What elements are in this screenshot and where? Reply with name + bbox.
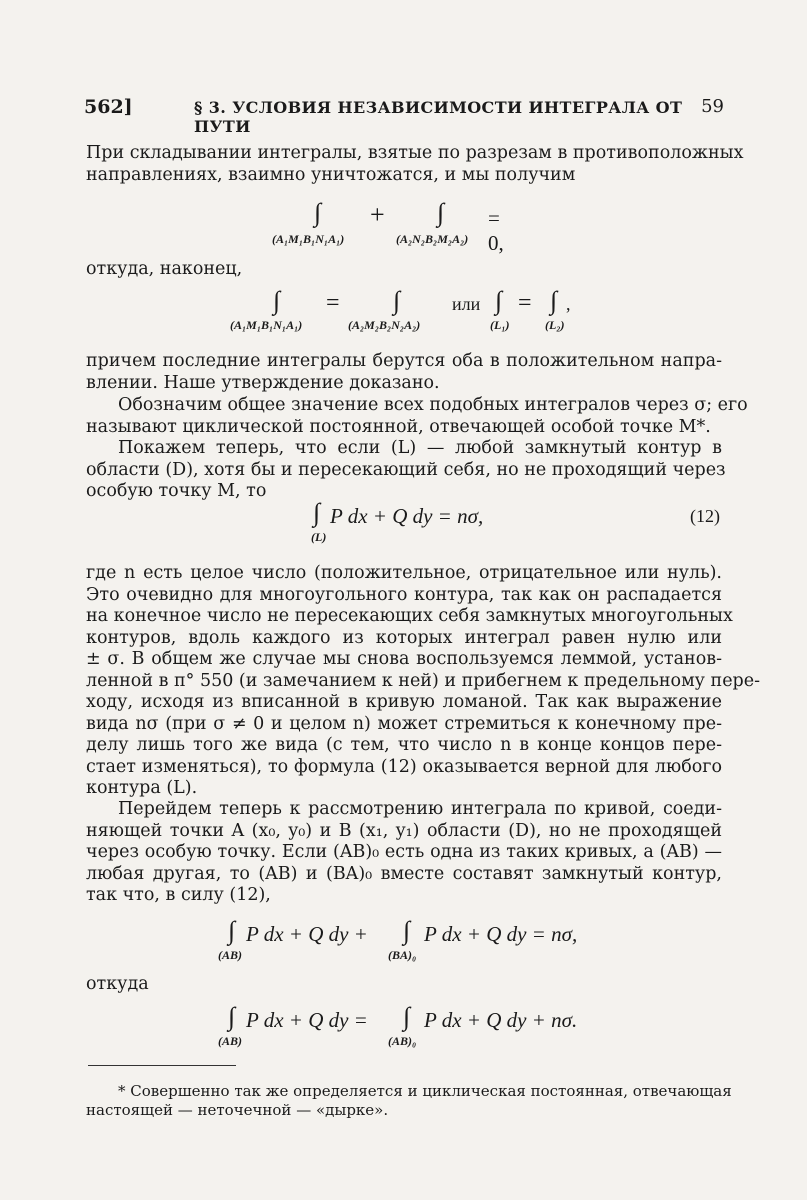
footnote-rule xyxy=(88,1065,236,1066)
integral-subscript: (AB) xyxy=(218,948,242,962)
text-line: причем последние интегралы берутся оба в положительном напра- xyxy=(86,351,722,371)
integral-symbol: ∫ xyxy=(273,286,281,315)
text-line: ± σ. В общем же случае мы снова воспользуемся леммой, установ- xyxy=(86,649,722,669)
or-word: или xyxy=(452,294,481,314)
text-line: делу лишь того же вида (с тем, что число n в конце концов пере- xyxy=(86,735,722,755)
footnote xyxy=(86,1082,732,1120)
paragraph-7 xyxy=(86,799,722,907)
equals-sign: = xyxy=(326,290,340,316)
integral-symbol: ∫ xyxy=(550,286,558,315)
text-line: ходу, исходя из вписанной в кривую ломаной. Так как выражение xyxy=(86,692,722,712)
integral-subscript: (BA)₀ xyxy=(388,948,417,962)
text-line: откуда xyxy=(86,974,149,994)
text-line: влении. Наше утверждение доказано. xyxy=(86,372,440,393)
integral-subscript: (A₂N₂B₂M₂A₂) xyxy=(396,232,469,246)
text-line: где n есть целое число (положительное, отрицательное или нуль). xyxy=(86,563,722,583)
equals-sign: = xyxy=(518,290,532,316)
section-number: 562] xyxy=(84,96,133,118)
paragraph-5 xyxy=(86,438,726,503)
paragraph-4 xyxy=(86,395,748,438)
page-header xyxy=(84,96,724,136)
text-line: контуров, вдоль каждого из которых интеграл равен нулю или xyxy=(86,627,722,648)
formula-expression: P dx + Q dy = nσ, xyxy=(330,504,484,528)
integral-subscript: (A₁M₁B₁N₁A₁) xyxy=(272,232,345,246)
text-line: любая другая, то (AB) и (BA)₀ вместе составят замкнутый контур, xyxy=(86,863,722,884)
paragraph-1 xyxy=(86,143,744,186)
paragraph-3 xyxy=(86,351,722,394)
integral-subscript: (AB) xyxy=(218,1034,242,1048)
comma: , xyxy=(566,294,571,314)
integral-subscript: (AB)₀ xyxy=(388,1034,417,1048)
text-line: ленной в п° 550 (и замечанием к ней) и прибегнем к предельному пере- xyxy=(86,670,761,691)
integral-subscript: (A₂M₂B₂N₂A₂) xyxy=(348,318,421,332)
integral-subscript: (A₁M₁B₁N₁A₁) xyxy=(230,318,303,332)
running-title: § 3. УСЛОВИЯ НЕЗАВИСИМОСТИ ИНТЕГРАЛА ОТ ПУТИ xyxy=(194,98,683,136)
text-line: Это очевидно для многоугольного контура, так как он распадается xyxy=(86,584,722,605)
text-line: * Совершенно так же определяется и циклическая постоянная, отвечающая xyxy=(118,1082,732,1100)
page-number: 59 xyxy=(701,96,724,117)
formula-expression: P dx + Q dy + nσ. xyxy=(424,1008,578,1032)
integral-symbol: ∫ xyxy=(495,286,503,315)
text-line: вида nσ (при σ ≠ 0 и целом n) может стремиться к конечному пре- xyxy=(86,713,722,734)
integral-symbol: ∫ xyxy=(393,286,401,315)
text-line: называют циклической постоянной, отвечающей особой точке M*. xyxy=(86,416,711,437)
integral-symbol: ∫ xyxy=(437,198,445,227)
text-line: Перейдем теперь к рассмотрению интеграла по кривой, соеди- xyxy=(118,799,722,819)
integral-subscript: (L₁) xyxy=(490,318,510,332)
formula-expression: P dx + Q dy + xyxy=(246,922,368,946)
integral-symbol: ∫ xyxy=(403,1002,411,1031)
integral-symbol: ∫ xyxy=(313,498,321,527)
text-line: особую точку M, то xyxy=(86,481,267,501)
text-line: настоящей — неточечной — «дырке». xyxy=(86,1101,389,1119)
plus-sign: + xyxy=(370,200,385,229)
text-line: на конечное число не пересекающих себя замкнутых многоугольных xyxy=(86,606,733,626)
text-line: стает изменяться), то формула (12) оказывается верной для любого xyxy=(86,756,722,777)
integral-subscript: (L) xyxy=(311,530,327,544)
text-line: области (D), хотя бы и пересекающий себя, но не проходящий через xyxy=(86,459,726,480)
text-line: При складывании интегралы, взятые по разрезам в противоположных xyxy=(86,143,744,163)
integral-symbol: ∫ xyxy=(403,916,411,945)
integral-subscript: (L₂) xyxy=(545,318,565,332)
paragraph-6 xyxy=(86,563,761,800)
paragraph-2 xyxy=(86,259,722,281)
text-line: Обозначим общее значение всех подобных интегралов через σ; его xyxy=(118,395,748,415)
formula-expression: P dx + Q dy = xyxy=(246,1008,368,1032)
text-line: через особую точку. Если (AB)₀ есть одна из таких кривых, а (AB) — xyxy=(86,842,722,862)
integral-symbol: ∫ xyxy=(228,1002,236,1031)
text-line: контура (L). xyxy=(86,778,198,798)
formula-expression: P dx + Q dy = nσ, xyxy=(424,922,578,946)
integral-symbol: ∫ xyxy=(314,198,322,227)
integral-symbol: ∫ xyxy=(228,916,236,945)
text-line: няющей точки A (x₀, y₀) и B (x₁, y₁) области (D), но не проходящей xyxy=(86,820,722,841)
formula-rhs: = 0, xyxy=(488,206,504,255)
text-line: откуда, наконец, xyxy=(86,259,243,279)
equation-number: (12) xyxy=(690,506,720,526)
text-line: Покажем теперь, что если (L) — любой замкнутый контур в xyxy=(118,438,722,458)
text-line: так что, в силу (12), xyxy=(86,885,271,905)
paragraph-8 xyxy=(86,974,722,996)
text-line: направлениях, взаимно уничтожатся, и мы получим xyxy=(86,164,576,185)
